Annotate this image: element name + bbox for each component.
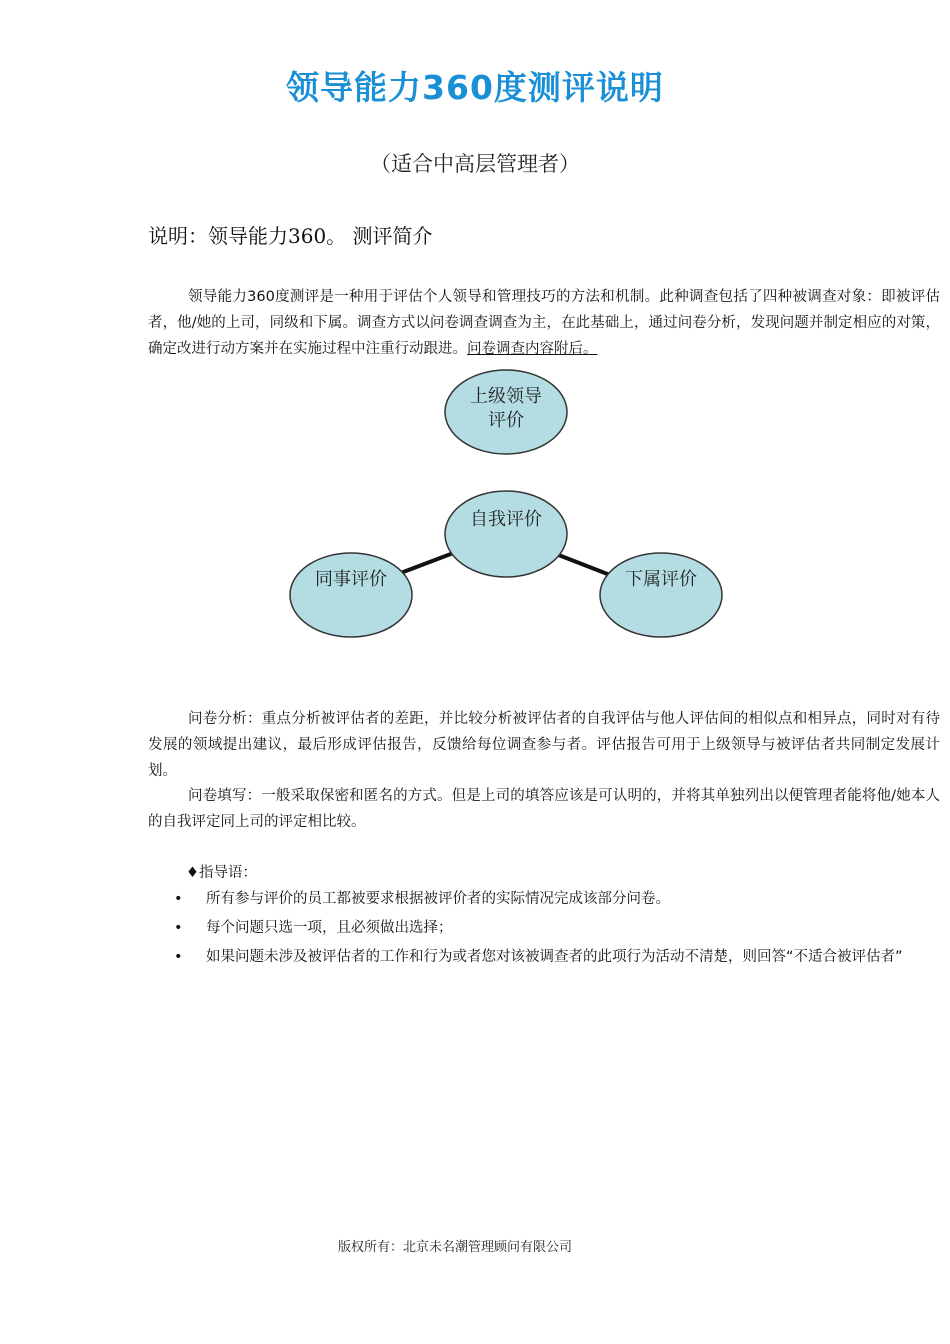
list-item: [172, 886, 944, 912]
list-item-text: 每个问题只选一项，且必须做出选择；: [206, 920, 453, 936]
node-subordinate-label: 下属评价: [625, 569, 697, 590]
guide-heading: ♦指导语：: [186, 865, 257, 881]
analysis-paragraph: 问卷分析：重点分析被评估者的差距，并比较分析被评估者的自我评估与他人评估间的相似点和相异点，同时对有待发展的领域提出建议，最后形成评估报告，反馈给每位调查参与者。评估报告可用于上级领导与被评估者共同制定发展计划。: [148, 711, 940, 779]
connector-left: [398, 552, 456, 574]
evaluation-diagram: [280, 362, 730, 642]
copyright-footer: 版权所有：北京未名潮管理顾问有限公司: [338, 1240, 573, 1255]
node-supervisor-label-1: 上级领导: [470, 386, 542, 407]
bullet-icon: •: [174, 949, 183, 965]
intro-text: 领导能力360度测评是一种用于评估个人领导和管理技巧的方法和机制。此种调查包括了四种被调查对象：即被评估者，他/她的上司，同级和下属。调查方式以问卷调查调查为主，在此基础上，通过问卷分析，发现问题并制定相应的对策，确定改进行动方案并在实施过程中注重行动跟进。: [148, 289, 940, 357]
node-self: [445, 491, 567, 577]
page-subtitle: （适合中高层管理者）: [370, 152, 580, 176]
bullet-icon: •: [174, 891, 183, 907]
section-heading: 说明：领导能力360。 测评简介: [148, 224, 433, 248]
guide-list: [172, 886, 944, 973]
node-subordinate: [600, 553, 722, 637]
node-self-label: 自我评价: [470, 509, 542, 530]
list-item: [172, 944, 944, 970]
node-supervisor: [445, 370, 567, 454]
node-peer: [290, 553, 412, 637]
bullet-icon: •: [174, 920, 183, 936]
node-supervisor-label-2: 评价: [488, 410, 524, 431]
node-peer-label: 同事评价: [315, 569, 387, 590]
list-item-text: 所有参与评价的员工都被要求根据被评价者的实际情况完成该部分问卷。: [206, 891, 670, 907]
list-item: [172, 915, 944, 941]
filling-paragraph: 问卷填写：一般采取保密和匿名的方式。但是上司的填答应该是可认明的，并将其单独列出以便管理者能将他/她本人的自我评定同上司的评定相比较。: [148, 788, 940, 830]
list-item-text: 如果问题未涉及被评估者的工作和行为或者您对该被调查者的此项行为活动不清楚，则回答“不适合被评估者”: [206, 949, 903, 965]
appendix-link[interactable]: 问卷调查内容附后。: [467, 341, 598, 357]
connector-right: [556, 554, 610, 575]
page-title: 领导能力360度测评说明: [286, 68, 664, 107]
intro-paragraph: [148, 284, 940, 362]
